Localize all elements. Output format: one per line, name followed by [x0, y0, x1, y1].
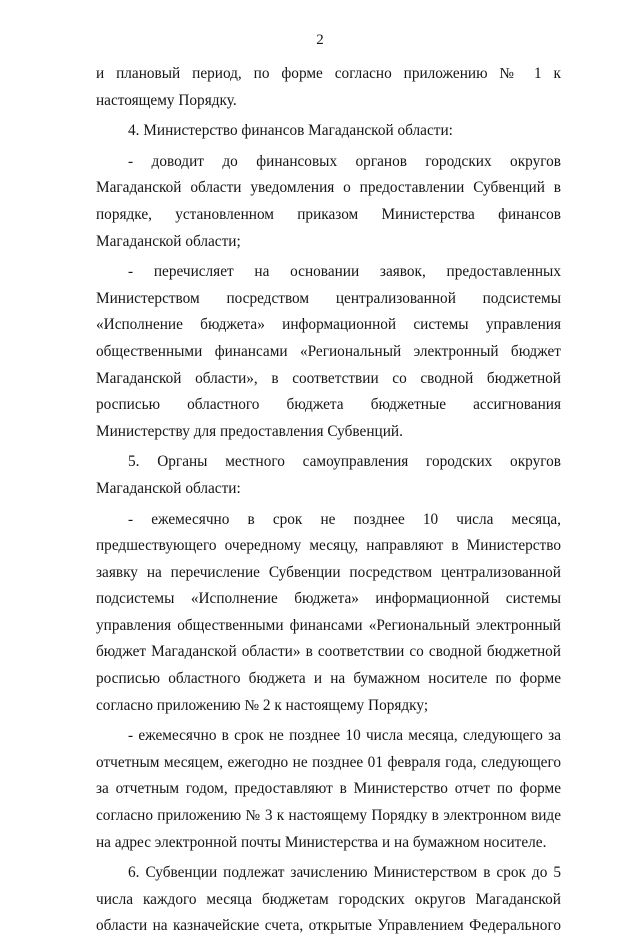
- paragraph-continuation: и плановый период, по форме согласно приложению № 1 к настоящему Порядку.: [96, 65, 561, 109]
- document-body: [96, 61, 561, 944]
- paragraph-section-5-heading: 5. Органы местного самоуправления городских округов Магаданской области:: [96, 453, 561, 497]
- paragraph-section-4-heading: 4. Министерство финансов Магаданской области:: [128, 122, 453, 140]
- paragraph-section-5-item-2: - ежемесячно в срок не позднее 10 числа месяца, следующего за отчетным месяцем, ежегодно не позднее 01 февраля года, следующего за отчетным годом, предоставляют в Министерство отчет по форме согласно приложению № 3 к настоящему Порядку в электронном виде на адрес электронной почты Министерства и на бумажном носителе.: [96, 727, 561, 851]
- paragraph-section-4-item-1: - доводит до финансовых органов городских округов Магаданской области уведомления о предоставлении Субвенций в порядке, установленном приказом Министерства финансов Магаданской области;: [96, 152, 561, 250]
- page-number: 2: [316, 32, 324, 48]
- paragraph-section-4-item-2: - перечисляет на основании заявок, предоставленных Министерством посредством централизованной подсистемы «Исполнение бюджета» информационной системы управления общественными финансами «Региональный электронный бюджет Магаданской области», в соответствии со сводной бюджетной росписью областного бюджета бюджетные ассигнования Министерству для предоставления Субвенций.: [96, 263, 561, 440]
- paragraph-section-6: 6. Субвенции подлежат зачислению Министерством в срок до 5 числа каждого месяца бюджетам городских округов Магаданской области на казначейские счета, открытые Управлением Федерального: [96, 864, 561, 935]
- paragraph-section-5-item-1: - ежемесячно в срок не позднее 10 числа месяца, предшествующего очередному месяцу, направляют в Министерство заявку на перечисление Субвенции посредством централизованной подсистемы «Исполнение бюджета» информационной системы управления общественными финансами «Региональный электронный бюджет Магаданской области» в соответствии со сводной бюджетной росписью областного бюджета и на бумажном носителе по форме согласно приложению № 2 к настоящему Порядку;: [96, 510, 561, 714]
